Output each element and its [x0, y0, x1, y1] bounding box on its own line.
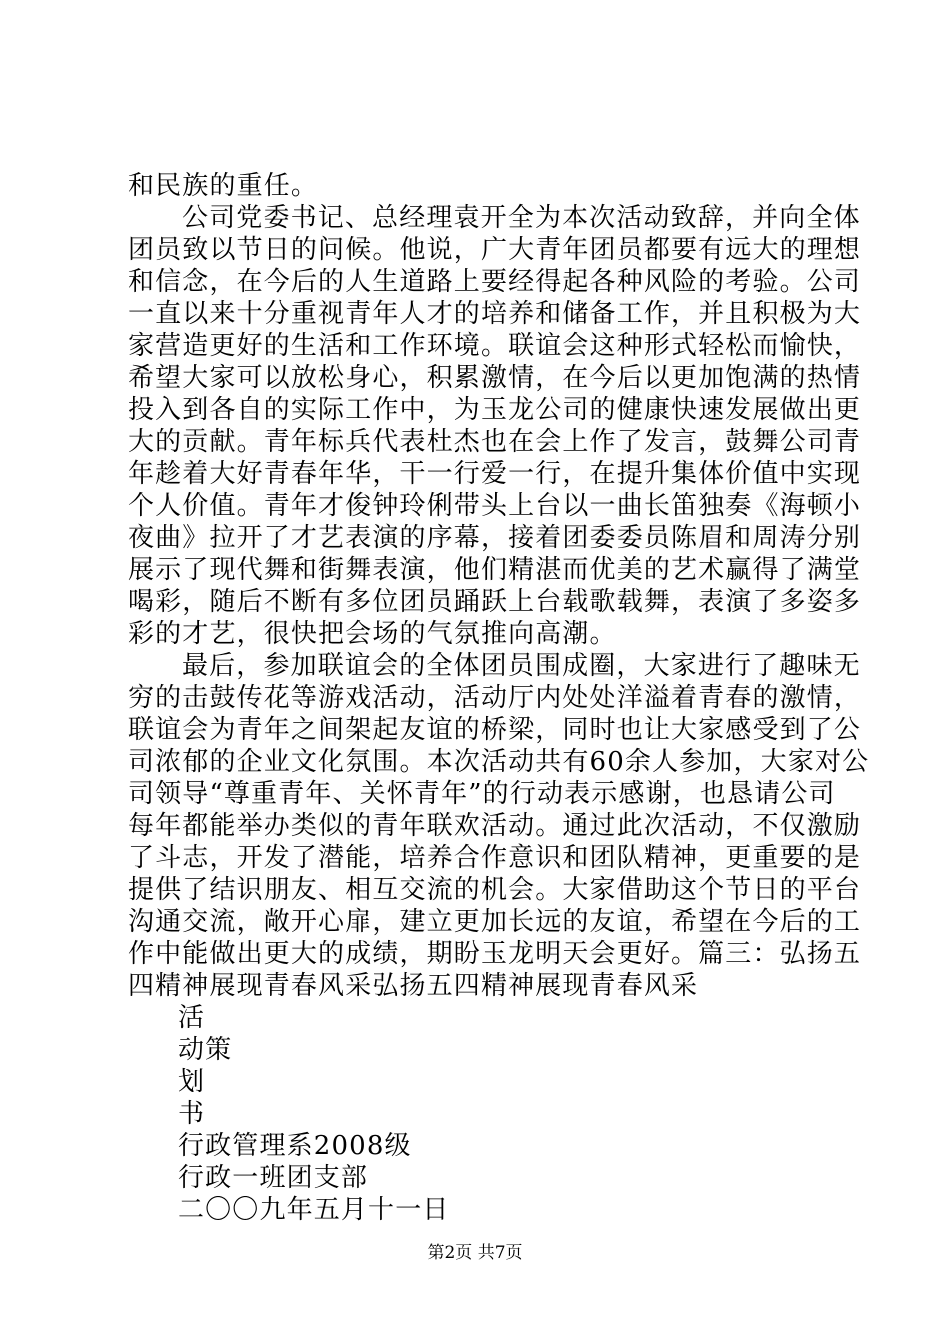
branch-line: 行政一班团支部: [178, 1163, 369, 1193]
text-line: 一直以来十分重视青年人才的培养和储备工作，并且积极为大: [128, 299, 862, 329]
text-line: 年趁着大好青春年华，干一行爱一行，在提升集体价值中实现: [128, 459, 862, 489]
text-line: 家营造更好的生活和工作环境。联谊会这种形式轻松而愉快，: [128, 331, 862, 361]
text-line: 喝彩，随后不断有多位团员踊跃上台载歌载舞，表演了多姿多: [128, 587, 862, 617]
cover-line: 书: [178, 1099, 206, 1129]
page-number-footer: 第2页 共7页: [427, 1243, 523, 1263]
text-line: 展示了现代舞和街舞表演，他们精湛而优美的艺术赢得了满堂: [128, 555, 862, 585]
text-line: 四精神展现青春风采弘扬五四精神展现青春风采: [128, 971, 699, 1001]
text-line: 夜曲》拉开了才艺表演的序幕，接着团委委员陈眉和周涛分别: [128, 523, 862, 553]
text-line: 团员致以节日的问候。他说，广大青年团员都要有远大的理想: [128, 235, 862, 265]
text-line: 每年都能举办类似的青年联欢活动。通过此次活动，不仅激励: [128, 811, 862, 841]
department-line: 行政管理系2008级: [178, 1131, 412, 1161]
text-line: 和民族的重任。: [128, 171, 319, 201]
text-line: 司浓郁的企业文化氛围。本次活动共有60余人参加，大家对公: [128, 747, 870, 777]
paragraph-start-line: 最后，参加联谊会的全体团员围成圈，大家进行了趣味无: [182, 651, 861, 681]
text-line: 作中能做出更大的成绩，期盼玉龙明天会更好。篇三：弘扬五: [128, 939, 862, 969]
text-line: 提供了结识朋友、相互交流的机会。大家借助这个节日的平台: [128, 875, 862, 905]
date-line: 二〇〇九年五月十一日: [178, 1195, 450, 1225]
cover-line: 活: [178, 1003, 206, 1033]
cover-line: 动策: [178, 1035, 233, 1065]
text-line: 司领导“尊重青年、关怀青年”的行动表示感谢，也恳请公司: [128, 779, 836, 809]
text-line: 希望大家可以放松身心，积累激情，在今后以更加饱满的热情: [128, 363, 862, 393]
text-line: 个人价值。青年才俊钟玲俐带头上台以一曲长笛独奏《海顿小: [128, 491, 862, 521]
text-line: 投入到各自的实际工作中，为玉龙公司的健康快速发展做出更: [128, 395, 862, 425]
text-line: 彩的才艺，很快把会场的气氛推向高潮。: [128, 619, 617, 649]
text-line: 大的贡献。青年标兵代表杜杰也在会上作了发言，鼓舞公司青: [128, 427, 862, 457]
cover-line: 划: [178, 1067, 206, 1097]
cover-block: [128, 1002, 836, 1226]
paragraph-start-line: 公司党委书记、总经理袁开全为本次活动致辞，并向全体: [182, 203, 861, 233]
text-line: 和信念，在今后的人生道路上要经得起各种风险的考验。公司: [128, 267, 862, 297]
text-line: 联谊会为青年之间架起友谊的桥梁，同时也让大家感受到了公: [128, 715, 862, 745]
text-line: 沟通交流，敞开心扉，建立更加长远的友谊，希望在今后的工: [128, 907, 862, 937]
text-line: 穷的击鼓传花等游戏活动，活动厅内处处洋溢着青春的激情，: [128, 683, 862, 713]
document-body: [128, 170, 870, 1226]
text-line: 了斗志，开发了潜能，培养合作意识和团队精神，更重要的是: [128, 843, 862, 873]
